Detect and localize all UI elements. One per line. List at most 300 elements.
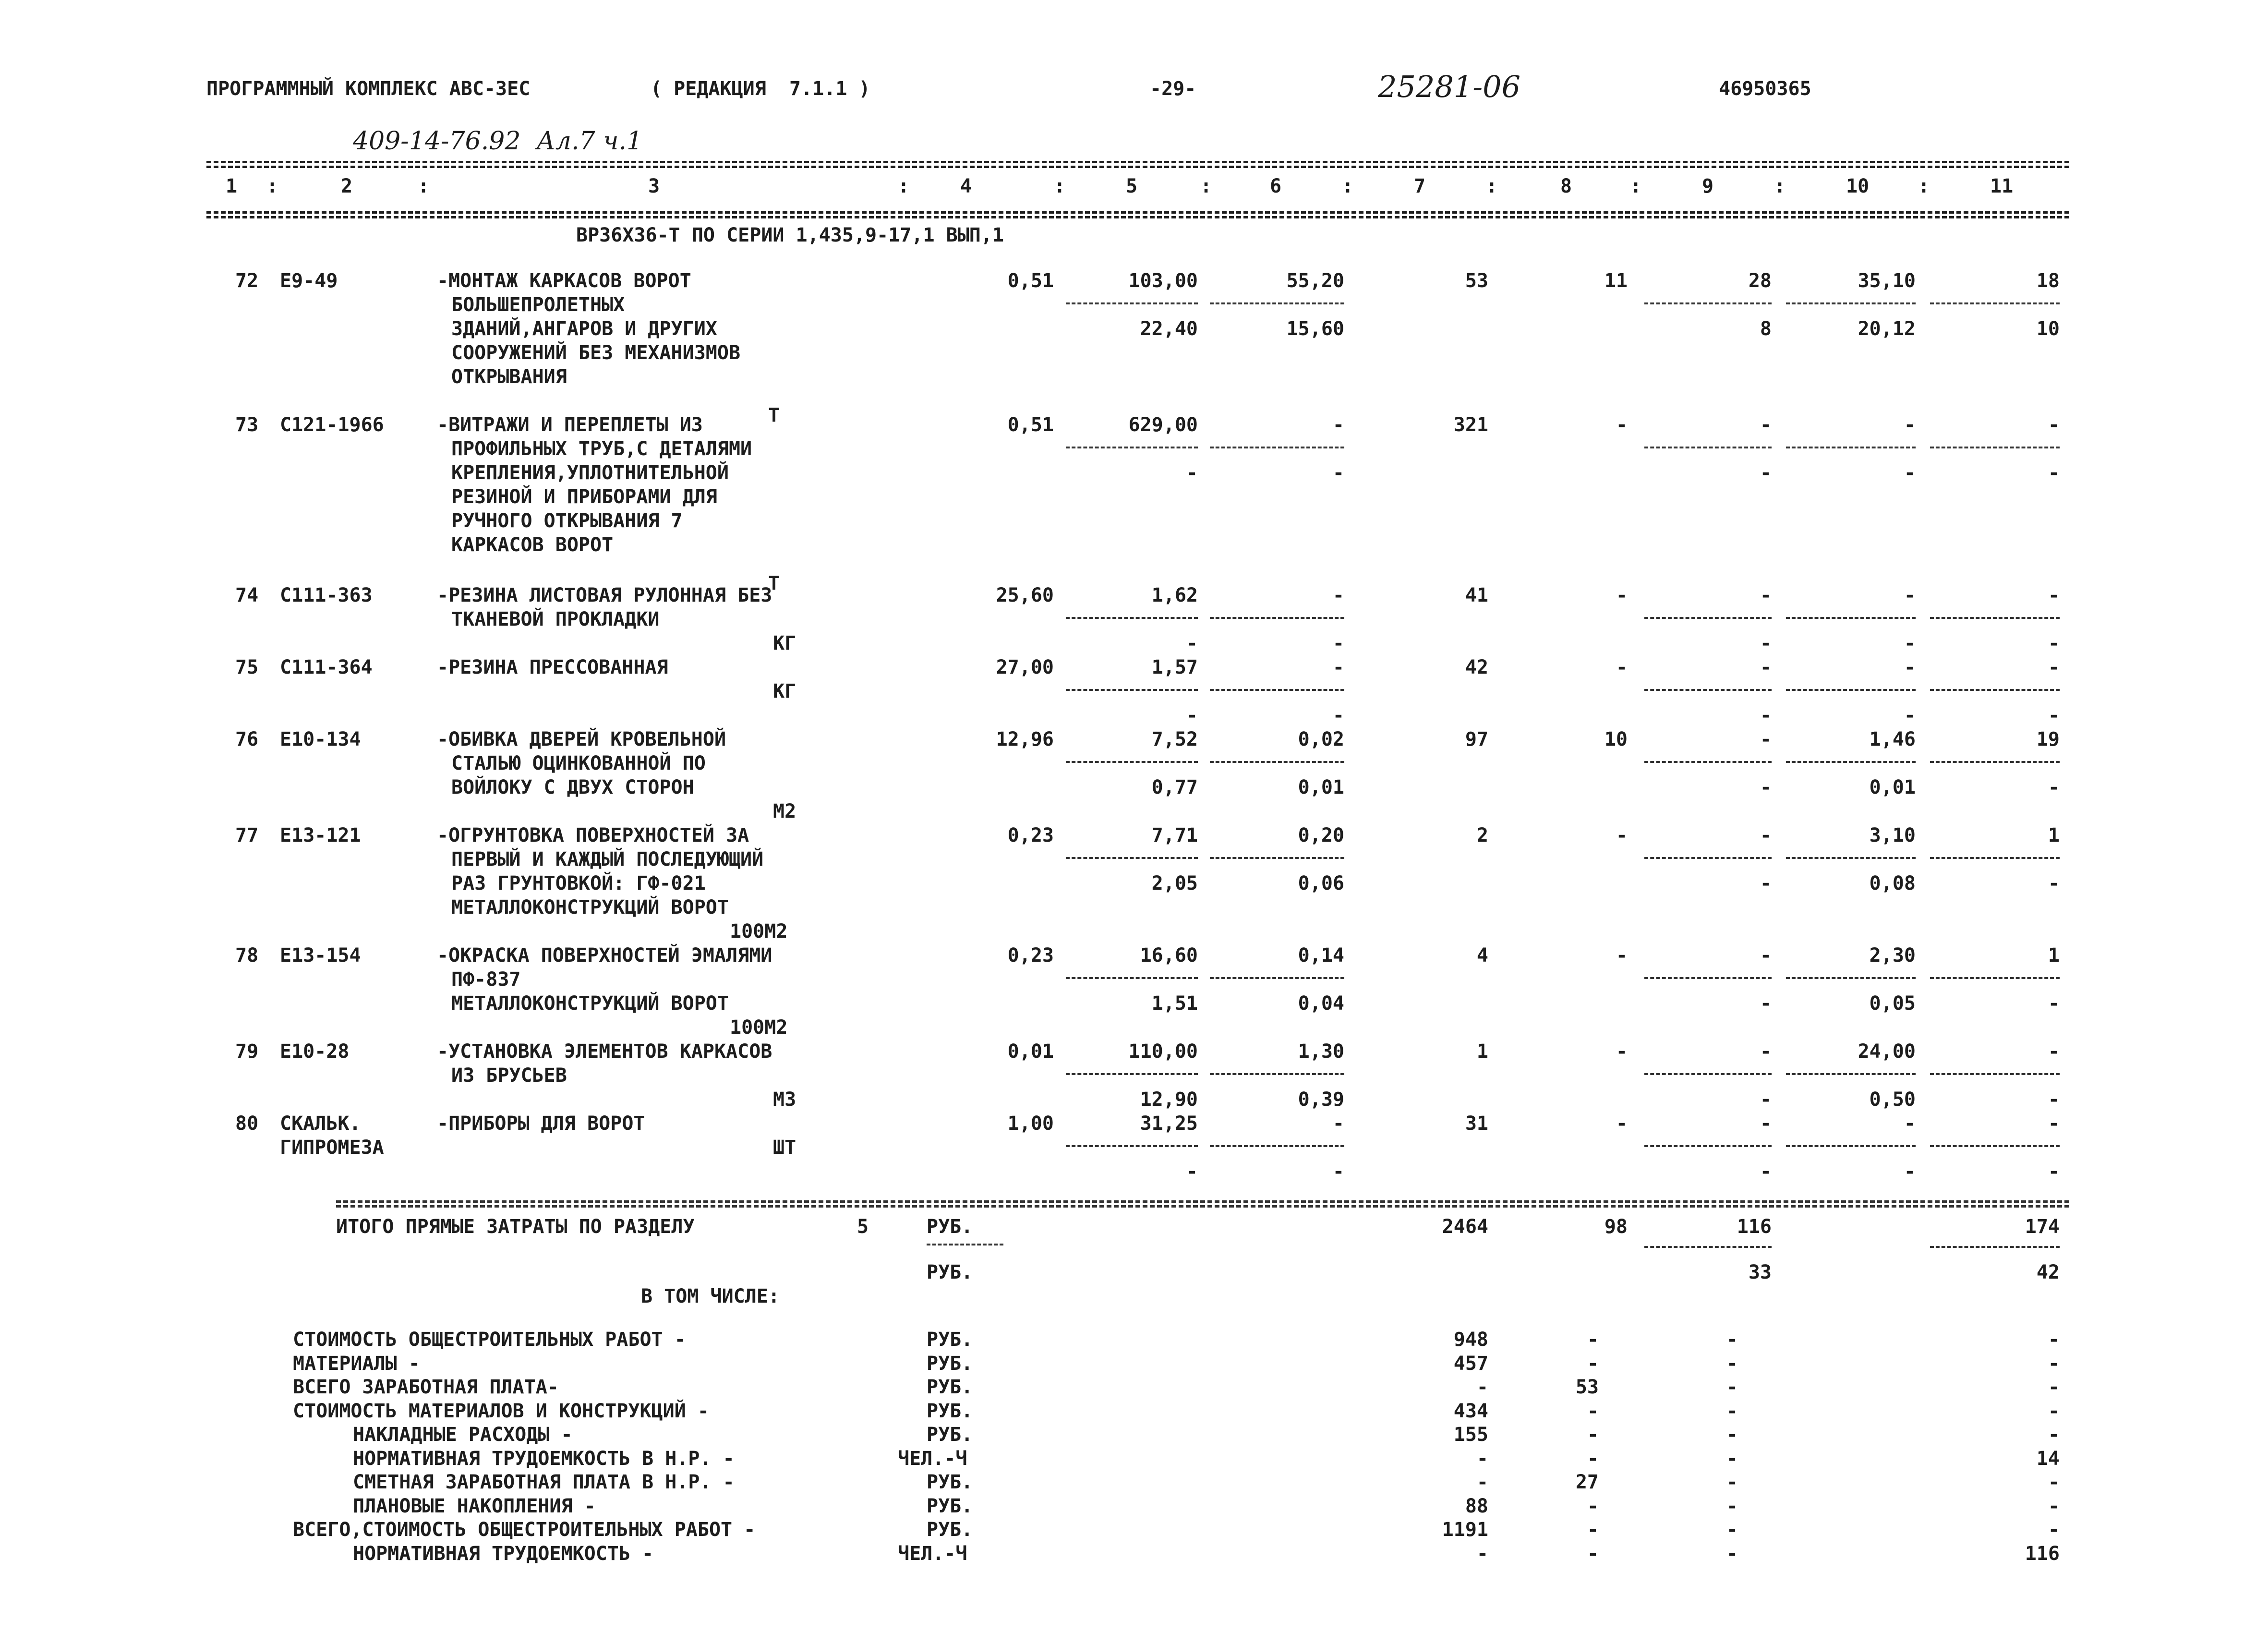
row-description-line: ЗДАНИЙ,АНГАРОВ И ДРУГИХ [451, 318, 717, 340]
row-code-2: ГИПРОМЕЗА [280, 1136, 384, 1159]
column-header-6: 6 [1270, 175, 1282, 197]
column-separator: : [266, 175, 278, 197]
summary-label: СТОИМОСТЬ МАТЕРИАЛОВ И КОНСТРУКЦИЙ - [293, 1400, 709, 1422]
row-number: 78 [235, 944, 259, 967]
cell-c4: 0,51 [1007, 270, 1054, 292]
row-description-line: ОТКРЫВАНИЯ [451, 366, 567, 388]
subcell-s6: 0,39 [1298, 1088, 1344, 1111]
cell-c9: - [1760, 728, 1772, 750]
cell-underline [1066, 447, 1198, 448]
subcell-s6: 15,60 [1286, 318, 1344, 340]
cell-c6: 55,20 [1286, 270, 1344, 292]
column-separator: : [1200, 175, 1212, 197]
cell-underline [1066, 857, 1198, 859]
subcell-s5: 2,05 [1151, 872, 1198, 895]
summary-label: НОРМАТИВНАЯ ТРУДОЕМКОСТЬ В Н.Р. - [353, 1447, 735, 1470]
summary-c7: 1191 [1442, 1519, 1488, 1541]
cell-c9: - [1760, 1112, 1772, 1135]
cell-underline [1210, 761, 1344, 763]
cell-c8: - [1616, 656, 1628, 678]
summary-c8: 53 [1575, 1376, 1599, 1398]
cell-underline [1066, 302, 1198, 304]
subcell-s5: - [1186, 462, 1198, 484]
subcell-s11: - [2048, 632, 2060, 654]
row-description-line: -ПРИБОРЫ ДЛЯ ВОРОТ [437, 1112, 645, 1135]
subcell-s5: 12,90 [1140, 1088, 1198, 1111]
row-description-line: ВОЙЛОКУ С ДВУХ СТОРОН [451, 776, 694, 798]
subcell-s11: - [2048, 462, 2060, 484]
subcell-s6: - [1332, 704, 1344, 726]
row-description-line: РЕЗИНОЙ И ПРИБОРАМИ ДЛЯ [451, 486, 717, 508]
summary-label: ПЛАНОВЫЕ НАКОПЛЕНИЯ - [353, 1495, 596, 1517]
cell-c7: 4 [1476, 944, 1488, 967]
cell-c9: 28 [1748, 270, 1772, 292]
summary-label: МАТЕРИАЛЫ - [293, 1352, 420, 1375]
column-header-2: 2 [341, 175, 353, 197]
cell-c7: 321 [1453, 414, 1488, 436]
subcell-s11: - [2048, 992, 2060, 1015]
header-rule-bottom [206, 211, 2069, 214]
subcell-s5: - [1186, 632, 1198, 654]
summary-c9: - [1726, 1471, 1738, 1493]
cell-underline [1644, 1145, 1772, 1147]
subcell-s6: 0,04 [1298, 992, 1344, 1015]
summary-unit: РУБ. [927, 1329, 973, 1351]
cell-underline [1644, 977, 1772, 979]
cell-c7: 53 [1465, 270, 1488, 292]
row-description-line: ПФ-837 [451, 968, 521, 991]
cell-c6: - [1332, 414, 1344, 436]
cell-c6: - [1332, 584, 1344, 606]
cell-underline [1210, 857, 1344, 859]
totals-underline [1644, 1246, 1772, 1248]
summary-c7: - [1476, 1471, 1488, 1493]
subcell-s6: - [1332, 462, 1344, 484]
summary-c7: 457 [1453, 1352, 1488, 1375]
row-number: 73 [235, 414, 259, 436]
column-separator: : [1486, 175, 1498, 197]
summary-c9: - [1726, 1329, 1738, 1351]
row-description-line: РУЧНОГО ОТКРЫВАНИЯ 7 [451, 510, 683, 532]
totals-s11: 42 [2036, 1261, 2060, 1283]
totals-rule-2 [336, 1205, 2069, 1208]
page-number: -29- [1150, 78, 1196, 100]
summary-label: НАКЛАДНЫЕ РАСХОДЫ - [353, 1424, 573, 1446]
row-code: С121-1966 [280, 414, 384, 436]
summary-c8: - [1587, 1519, 1599, 1541]
subcell-s9: - [1760, 462, 1772, 484]
section-title: ВР36Х36-Т ПО СЕРИИ 1,435,9-17,1 ВЫП,1 [576, 224, 1004, 246]
cell-c6: 0,02 [1298, 728, 1344, 750]
summary-c9: - [1726, 1352, 1738, 1375]
cell-c8: - [1616, 584, 1628, 606]
cell-underline [1066, 617, 1198, 619]
cell-c6: - [1332, 656, 1344, 678]
summary-c11: - [2048, 1471, 2060, 1493]
cell-c4: 0,51 [1007, 414, 1054, 436]
handwritten-project-ref: 409-14-76.92 Ал.7 ч.1 [353, 127, 643, 156]
cell-c7: 2 [1476, 824, 1488, 846]
subcell-s9: - [1760, 632, 1772, 654]
row-code: Е13-121 [280, 824, 361, 846]
cell-c11: - [2048, 414, 2060, 436]
cell-c11: 1 [2048, 944, 2060, 967]
subcell-s9: 8 [1760, 318, 1772, 340]
summary-c8: - [1587, 1400, 1599, 1422]
cell-underline [1066, 689, 1198, 691]
row-unit: М2 [773, 800, 796, 822]
row-description-line: ПЕРВЫЙ И КАЖДЫЙ ПОСЛЕДУЮЩИЙ [451, 848, 764, 870]
row-unit: ШТ [773, 1136, 796, 1159]
cell-underline [1210, 302, 1344, 304]
subcell-s5: - [1186, 704, 1198, 726]
summary-c7: 434 [1453, 1400, 1488, 1422]
summary-c9: - [1726, 1400, 1738, 1422]
subcell-s6: - [1332, 632, 1344, 654]
cell-underline [1930, 977, 2060, 979]
row-code: Е9-49 [280, 270, 338, 292]
cell-c11: - [2048, 1040, 2060, 1063]
row-code: Е10-28 [280, 1040, 350, 1063]
cell-underline [1930, 761, 2060, 763]
cell-underline [1210, 977, 1344, 979]
totals-unit: РУБ. [927, 1216, 973, 1238]
cell-c4: 25,60 [996, 584, 1054, 606]
column-header-8: 8 [1560, 175, 1572, 197]
cell-underline [1210, 447, 1344, 448]
cell-underline [1786, 447, 1916, 448]
cell-underline [1786, 761, 1916, 763]
row-description-line: -РЕЗИНА ЛИСТОВАЯ РУЛОННАЯ БЕЗ [437, 584, 772, 606]
cell-c4: 1,00 [1007, 1112, 1054, 1135]
cell-underline [1644, 1073, 1772, 1075]
row-description-line: ТКАНЕВОЙ ПРОКЛАДКИ [451, 608, 660, 630]
cell-c10: - [1904, 656, 1916, 678]
row-number: 80 [235, 1112, 259, 1135]
summary-label: ВСЕГО,СТОИМОСТЬ ОБЩЕСТРОИТЕЛЬНЫХ РАБОТ - [293, 1519, 756, 1541]
row-number: 72 [235, 270, 259, 292]
cell-c10: 24,00 [1858, 1040, 1916, 1063]
summary-c7: 948 [1453, 1329, 1488, 1351]
summary-unit: РУБ. [927, 1424, 973, 1446]
summary-unit: РУБ. [927, 1519, 973, 1541]
row-description-line: РАЗ ГРУНТОВКОЙ: ГФ-021 [451, 872, 706, 895]
cell-underline [1644, 857, 1772, 859]
row-number: 77 [235, 824, 259, 846]
column-header-4: 4 [960, 175, 972, 197]
cell-underline [1930, 857, 2060, 859]
subcell-s10: - [1904, 632, 1916, 654]
cell-c9: - [1760, 656, 1772, 678]
subcell-s9: - [1760, 872, 1772, 895]
summary-unit: РУБ. [927, 1400, 973, 1422]
cell-c8: - [1616, 1112, 1628, 1135]
subcell-s10: 0,01 [1869, 776, 1916, 798]
row-number: 79 [235, 1040, 259, 1063]
row-number: 75 [235, 656, 259, 678]
subcell-s6: 0,06 [1298, 872, 1344, 895]
row-number: 74 [235, 584, 259, 606]
cell-c5: 7,71 [1151, 824, 1198, 846]
column-separator: : [1342, 175, 1354, 197]
subcell-s10: - [1904, 1160, 1916, 1183]
cell-underline [1644, 689, 1772, 691]
column-header-7: 7 [1414, 175, 1426, 197]
cell-c6: - [1332, 1112, 1344, 1135]
summary-c8: - [1587, 1495, 1599, 1517]
cell-c4: 12,96 [996, 728, 1054, 750]
subcell-s5: 22,40 [1140, 318, 1198, 340]
cell-c9: - [1760, 944, 1772, 967]
row-description-line: -ОГРУНТОВКА ПОВЕРХНОСТЕЙ ЗА [437, 824, 749, 846]
summary-c8: - [1587, 1447, 1599, 1470]
summary-c9: - [1726, 1424, 1738, 1446]
cell-c8: 10 [1604, 728, 1628, 750]
cell-underline [1066, 977, 1198, 979]
summary-c7: 155 [1453, 1424, 1488, 1446]
cell-underline [1644, 447, 1772, 448]
column-header-3: 3 [648, 175, 660, 197]
cell-underline [1930, 689, 2060, 691]
summary-c8: - [1587, 1329, 1599, 1351]
column-separator: : [898, 175, 910, 197]
summary-c11: - [2048, 1400, 2060, 1422]
cell-c8: - [1616, 414, 1628, 436]
row-description-line: БОЛЬШЕПРОЛЕТНЫХ [451, 294, 625, 316]
cell-underline [1786, 689, 1916, 691]
row-description-line: ИЗ БРУСЬЕВ [451, 1064, 567, 1087]
header-rule-top-2 [206, 166, 2069, 168]
column-header-9: 9 [1702, 175, 1714, 197]
header-rule-bottom-2 [206, 216, 2069, 218]
including-label: В ТОМ ЧИСЛЕ: [641, 1285, 780, 1307]
cell-c5: 110,00 [1128, 1040, 1198, 1063]
cell-c5: 103,00 [1128, 270, 1198, 292]
subcell-s10: 20,12 [1858, 318, 1916, 340]
summary-c11: - [2048, 1376, 2060, 1398]
cell-c6: 0,14 [1298, 944, 1344, 967]
subcell-s10: 0,05 [1869, 992, 1916, 1015]
totals-c9: 116 [1737, 1216, 1772, 1238]
row-code: СКАЛЬК. [280, 1112, 361, 1135]
row-description-line: ПРОФИЛЬНЫХ ТРУБ,С ДЕТАЛЯМИ [451, 438, 752, 460]
cell-c11: 19 [2036, 728, 2060, 750]
cell-c4: 0,23 [1007, 944, 1054, 967]
cell-underline [1786, 977, 1916, 979]
summary-c9: - [1726, 1495, 1738, 1517]
cell-underline [1644, 617, 1772, 619]
summary-c9: - [1726, 1542, 1738, 1565]
cell-c7: 1 [1476, 1040, 1488, 1063]
document-code: 46950365 [1719, 78, 1811, 100]
subcell-s11: - [2048, 1160, 2060, 1183]
cell-c5: 31,25 [1140, 1112, 1198, 1135]
column-separator: : [1918, 175, 1930, 197]
summary-c8: - [1587, 1542, 1599, 1565]
cell-underline [1930, 1073, 2060, 1075]
cell-c7: 31 [1465, 1112, 1488, 1135]
column-separator: : [418, 175, 430, 197]
summary-unit: РУБ. [927, 1376, 973, 1398]
summary-c7: - [1476, 1376, 1488, 1398]
summary-c11: - [2048, 1495, 2060, 1517]
row-description-line: СООРУЖЕНИЙ БЕЗ МЕХАНИЗМОВ [451, 342, 741, 364]
totals-section: 5 [857, 1216, 869, 1238]
cell-c9: - [1760, 414, 1772, 436]
subcell-s9: - [1760, 704, 1772, 726]
summary-c8: 27 [1575, 1471, 1599, 1493]
row-description-line: КАРКАСОВ ВОРОТ [451, 534, 614, 556]
summary-c11: - [2048, 1352, 2060, 1375]
cell-underline [1930, 447, 2060, 448]
summary-c11: - [2048, 1329, 2060, 1351]
cell-c5: 629,00 [1128, 414, 1198, 436]
summary-c11: - [2048, 1424, 2060, 1446]
subcell-s5: - [1186, 1160, 1198, 1183]
row-code: С111-363 [280, 584, 373, 606]
cell-underline [1786, 1073, 1916, 1075]
summary-unit: ЧЕЛ.-Ч [898, 1542, 967, 1565]
column-header-1: 1 [226, 175, 238, 197]
cell-c6: 1,30 [1298, 1040, 1344, 1063]
totals-rule [336, 1200, 2069, 1203]
subcell-s10: - [1904, 704, 1916, 726]
subcell-s5: 1,51 [1151, 992, 1198, 1015]
column-separator: : [1630, 175, 1642, 197]
summary-label: СМЕТНАЯ ЗАРАБОТНАЯ ПЛАТА В Н.Р. - [353, 1471, 735, 1493]
cell-c5: 1,62 [1151, 584, 1198, 606]
cell-c6: 0,20 [1298, 824, 1344, 846]
summary-unit: ЧЕЛ.-Ч [898, 1447, 967, 1470]
subcell-s11: - [2048, 1088, 2060, 1111]
subcell-s9: - [1760, 1160, 1772, 1183]
cell-c7: 41 [1465, 584, 1488, 606]
row-number: 76 [235, 728, 259, 750]
cell-underline [1066, 761, 1198, 763]
summary-unit: РУБ. [927, 1471, 973, 1493]
totals-label: ИТОГО ПРЯМЫЕ ЗАТРАТЫ ПО РАЗДЕЛУ [336, 1216, 695, 1238]
subcell-s10: - [1904, 462, 1916, 484]
cell-underline [1786, 857, 1916, 859]
cell-c10: 35,10 [1858, 270, 1916, 292]
row-unit: 100М2 [730, 1016, 788, 1039]
row-description-line: -МОНТАЖ КАРКАСОВ ВОРОТ [437, 270, 691, 292]
cell-c8: 11 [1604, 270, 1628, 292]
cell-c5: 16,60 [1140, 944, 1198, 967]
row-unit: КГ [773, 632, 796, 654]
summary-label: СТОИМОСТЬ ОБЩЕСТРОИТЕЛЬНЫХ РАБОТ - [293, 1329, 686, 1351]
row-description-line: СТАЛЬЮ ОЦИНКОВАННОЙ ПО [451, 752, 706, 774]
cell-c5: 1,57 [1151, 656, 1198, 678]
cell-c9: - [1760, 584, 1772, 606]
cell-c9: - [1760, 1040, 1772, 1063]
cell-underline [1210, 1073, 1344, 1075]
subcell-s5: 0,77 [1151, 776, 1198, 798]
subcell-s10: 0,50 [1869, 1088, 1916, 1111]
program-title: ПРОГРАММНЫЙ КОМПЛЕКС АВС-3ЕС [206, 78, 531, 100]
cell-c8: - [1616, 824, 1628, 846]
summary-unit: РУБ. [927, 1495, 973, 1517]
subcell-s10: 0,08 [1869, 872, 1916, 895]
summary-c9: - [1726, 1376, 1738, 1398]
column-separator: : [1054, 175, 1066, 197]
subcell-s11: - [2048, 776, 2060, 798]
totals-c11: 174 [2025, 1216, 2060, 1238]
cell-c8: - [1616, 1040, 1628, 1063]
row-description-line: -ОБИВКА ДВЕРЕЙ КРОВЕЛЬНОЙ [437, 728, 726, 750]
cell-underline [1930, 617, 2060, 619]
subcell-s9: - [1760, 776, 1772, 798]
column-header-10: 10 [1846, 175, 1870, 197]
column-header-5: 5 [1126, 175, 1138, 197]
cell-c11: 18 [2036, 270, 2060, 292]
summary-c9: - [1726, 1519, 1738, 1541]
summary-label: ВСЕГО ЗАРАБОТНАЯ ПЛАТА- [293, 1376, 559, 1398]
summary-c8: - [1587, 1424, 1599, 1446]
cell-c10: 1,46 [1869, 728, 1916, 750]
cell-underline [1644, 302, 1772, 304]
row-description-line: -ВИТРАЖИ И ПЕРЕПЛЕТЫ ИЗ [437, 414, 703, 436]
subcell-s11: - [2048, 704, 2060, 726]
row-unit: Т [768, 572, 780, 594]
summary-unit: РУБ. [927, 1352, 973, 1375]
cell-c10: - [1904, 414, 1916, 436]
cell-c8: - [1616, 944, 1628, 967]
cell-c9: - [1760, 824, 1772, 846]
summary-c7: 88 [1465, 1495, 1488, 1517]
cell-underline [1930, 302, 2060, 304]
subcell-s6: - [1332, 1160, 1344, 1183]
totals-underline [1930, 1246, 2060, 1248]
cell-underline [1066, 1073, 1198, 1075]
cell-c11: - [2048, 656, 2060, 678]
edition-label: ( РЕДАКЦИЯ 7.1.1 ) [651, 78, 870, 100]
subcell-s9: - [1760, 992, 1772, 1015]
column-header-11: 11 [1990, 175, 2014, 197]
totals-c7: 2464 [1442, 1216, 1488, 1238]
handwritten-doc-number: 25281-06 [1378, 69, 1521, 104]
cell-underline [1644, 761, 1772, 763]
summary-c7: - [1476, 1542, 1488, 1565]
cell-underline [1210, 1145, 1344, 1147]
header-rule-top [206, 161, 2069, 163]
cell-c10: 2,30 [1869, 944, 1916, 967]
summary-c11: - [2048, 1519, 2060, 1541]
summary-c11: 14 [2036, 1447, 2060, 1470]
row-code: С111-364 [280, 656, 373, 678]
cell-c7: 42 [1465, 656, 1488, 678]
cell-c7: 97 [1465, 728, 1488, 750]
cell-c5: 7,52 [1151, 728, 1198, 750]
cell-underline [1786, 1145, 1916, 1147]
subcell-s6: 0,01 [1298, 776, 1344, 798]
summary-c8: - [1587, 1352, 1599, 1375]
row-description-line: -ОКРАСКА ПОВЕРХНОСТЕЙ ЭМАЛЯМИ [437, 944, 772, 967]
cell-underline [1786, 617, 1916, 619]
totals-unit-2: РУБ. [927, 1261, 973, 1283]
column-separator: : [1774, 175, 1786, 197]
subcell-s11: 10 [2036, 318, 2060, 340]
row-description-line: -УСТАНОВКА ЭЛЕМЕНТОВ КАРКАСОВ [437, 1040, 772, 1063]
cell-c4: 0,01 [1007, 1040, 1054, 1063]
cell-c4: 27,00 [996, 656, 1054, 678]
totals-underline [927, 1244, 1003, 1245]
summary-c11: 116 [2025, 1542, 2060, 1565]
cell-underline [1930, 1145, 2060, 1147]
row-description-line: МЕТАЛЛОКОНСТРУКЦИЙ ВОРОТ [451, 992, 729, 1015]
row-unit: М3 [773, 1088, 796, 1111]
cell-c11: - [2048, 1112, 2060, 1135]
